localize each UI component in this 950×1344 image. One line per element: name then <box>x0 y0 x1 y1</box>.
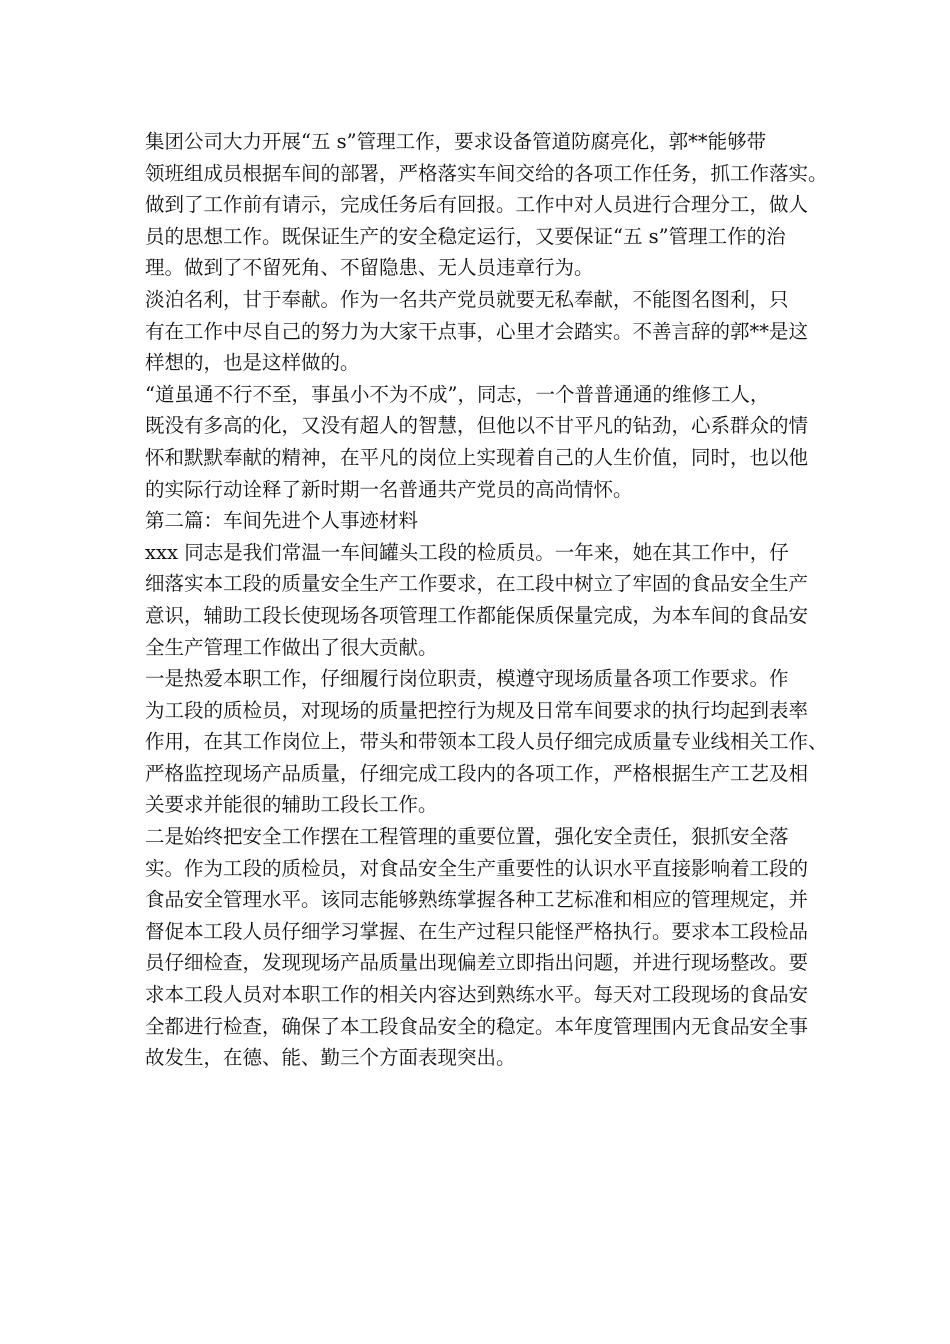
text-line: 意识，辅助工段长使现场各项管理工作都能保质保量完成，为本车间的食品安 <box>145 603 809 627</box>
text-line: 一是热爱本职工作，仔细履行岗位职责，模遵守现场质量各项工作要求。作 <box>145 667 789 691</box>
paragraph <box>145 126 828 284</box>
text-line: 员仔细检查，发现现场产品质量出现偏差立即指出问题，并进行现场整改。要 <box>145 951 809 975</box>
text-line: “道虽通不行不至，事虽小不为不成”，同志，一个普普通通的维修工人， <box>145 382 770 406</box>
text-line: 的实际行动诠释了新时期一名普通共产党员的高尚情怀。 <box>145 477 633 501</box>
text-line: 做到了工作前有请示，完成任务后有回报。工作中对人员进行合理分工，做人 <box>145 193 809 217</box>
text-line: 理。做到了不留死角、不留隐患、无人员违章行为。 <box>145 256 594 280</box>
text-line: 作用，在其工作岗位上，带头和带领本工段人员仔细完成质量专业线相关工作、 <box>145 730 828 754</box>
paragraph <box>145 284 815 379</box>
text-line: 求本工段人员对本职工作的相关内容达到熟练水平。每天对工段现场的食品安 <box>145 983 809 1007</box>
text-line: 实。作为工段的质检员，对食品安全生产重要性的认识水平直接影响着工段的 <box>145 856 809 880</box>
text-line: 为工段的质检员，对现场的质量把控行为规及日常车间要求的执行均起到表率 <box>145 698 809 722</box>
text-line: 领班组成员根据车间的部署，严格落实车间交给的各项工作任务，抓工作落实。 <box>145 161 828 185</box>
text-line: xxx 同志是我们常温一车间罐头工段的检质员。一年来，她在其工作中，仔 <box>145 540 789 564</box>
text-line: 故发生，在德、能、勤三个方面表现突出。 <box>145 1046 516 1070</box>
text-line: 全生产管理工作做出了很大贡献。 <box>145 635 438 659</box>
text-line: 既没有多高的化，又没有超人的智慧，但他以不甘平凡的钻劲，心系群众的情 <box>145 414 809 438</box>
text-line: 细落实本工段的质量安全生产工作要求，在工段中树立了牢固的食品安全生产 <box>145 572 809 596</box>
text-line: 怀和默默奉献的精神，在平凡的岗位上实现着自己的人生价值，同时，也以他 <box>145 445 809 469</box>
text-line: 食品安全管理水平。该同志能够熟练掌握各种工艺标准和相应的管理规定，并 <box>145 888 809 912</box>
paragraph <box>145 379 815 505</box>
paragraph <box>145 505 815 537</box>
text-line: 关要求并能很的辅助工段长工作。 <box>145 793 438 817</box>
text-line: 淡泊名利，甘于奉献。作为一名共产党员就要无私奉献，不能图名图利，只 <box>145 287 789 311</box>
text-line: 有在工作中尽自己的努力为大家干点事，心里才会踏实。不善言辞的郭**是这 <box>145 319 809 343</box>
text-line: 全都进行检查，确保了本工段食品安全的稳定。本年度管理围内无食品安全事 <box>145 1014 809 1038</box>
text-line: 督促本工段人员仔细学习掌握、在生产过程只能怪严格执行。要求本工段检品 <box>145 919 809 943</box>
paragraph <box>145 821 815 1074</box>
text-line: 集团公司大力开展“五 s”管理工作，要求设备管道防腐亮化，郭**能够带 <box>145 130 767 153</box>
text-line: 样想的，也是这样做的。 <box>145 351 360 375</box>
text-line: 严格监控现场产品质量，仔细完成工段内的各项工作，严格根据生产工艺及相 <box>145 761 809 785</box>
document-body <box>145 126 828 1074</box>
paragraph <box>145 663 828 821</box>
text-line: 员的思想工作。既保证生产的安全稳定运行，又要保证“五 s”管理工作的治 <box>145 224 786 248</box>
text-line: 第二篇：车间先进个人事迹材料 <box>145 509 419 533</box>
text-line: 二是始终把安全工作摆在工程管理的重要位置，强化安全责任，狠抓安全落 <box>145 825 789 849</box>
paragraph <box>145 537 815 663</box>
